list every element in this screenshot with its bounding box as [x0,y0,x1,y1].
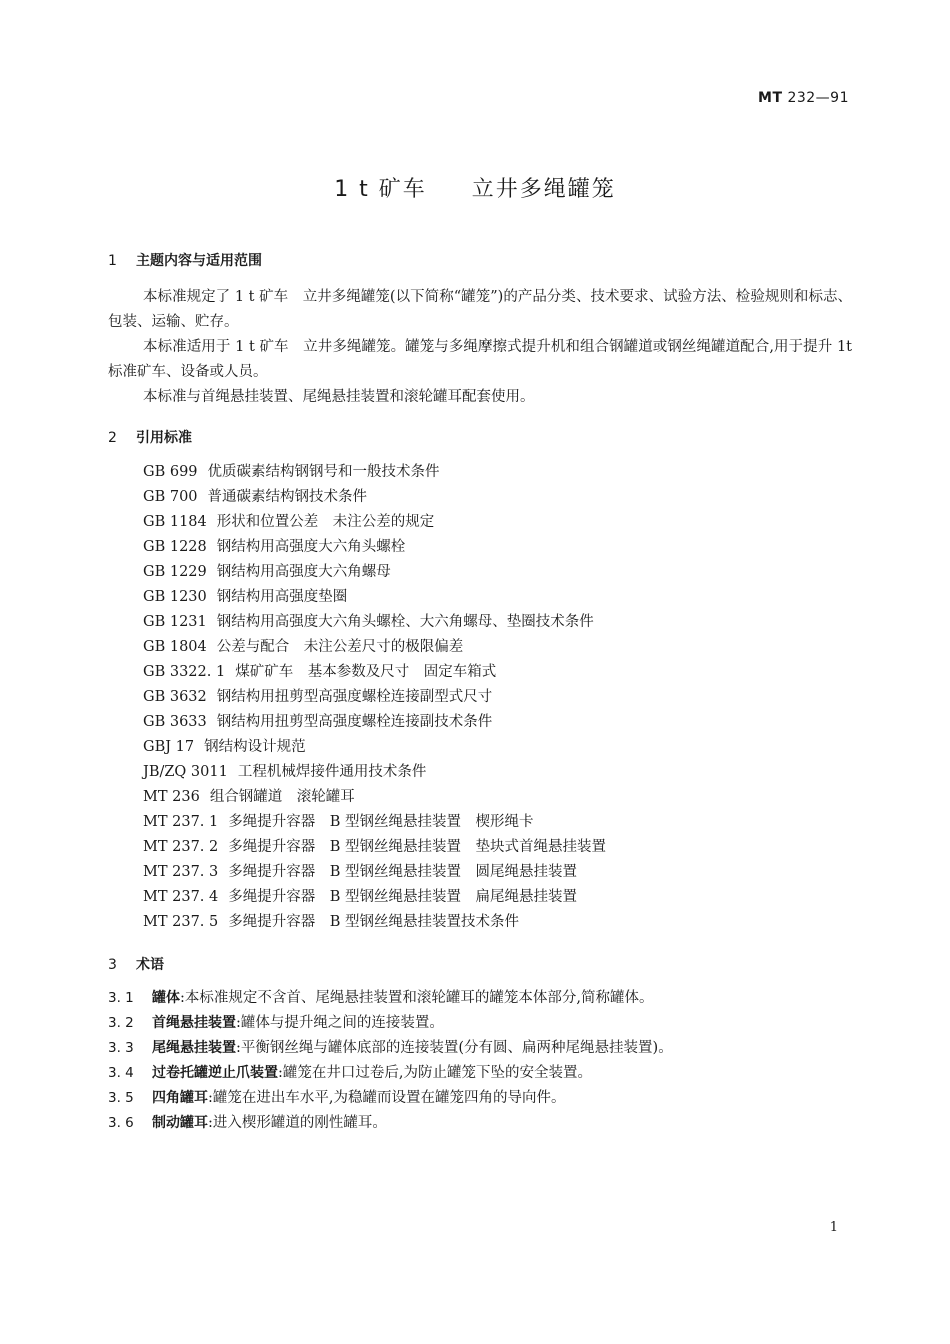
section-2-number: 2 [108,430,117,446]
reference-title: 钢结构用扭剪型高强度螺栓连接副技术条件 [216,714,493,730]
section-1-paragraph-2: 本标准适用于 1 t 矿车 立井多绳罐笼。罐笼与多绳摩擦式提升机和组合钢罐道或钢丝绳罐道配合,用于提升 1t 标准矿车、设备或人员。 [108,339,852,380]
reference-title: 钢结构用高强度垫圈 [216,589,348,605]
reference-code: GB 1228 [143,539,207,555]
term-item [108,1111,673,1136]
reference-title: 钢结构用高强度大六角头螺栓 [216,539,406,555]
reference-item [143,460,606,485]
reference-item [143,785,606,810]
term-item [108,1061,673,1086]
term-name: 尾绳悬挂装置 [152,1040,236,1056]
reference-code: MT 237. 3 [143,864,219,880]
standard-code: MT [758,90,783,106]
term-definition: :本标准规定不含首、尾绳悬挂装置和滚轮罐耳的罐笼本体部分,简称罐体。 [180,990,654,1006]
section-2-heading [108,427,192,447]
reference-code: MT 237. 4 [143,889,219,905]
term-name: 过卷托罐逆止爪装置 [152,1065,278,1081]
reference-item [143,635,606,660]
reference-code: MT 236 [143,789,200,805]
section-1-heading [108,250,262,270]
reference-code: GB 700 [143,489,198,505]
reference-item [143,710,606,735]
reference-code: MT 237. 5 [143,914,219,930]
standard-number-value: 232—91 [787,90,849,106]
reference-item [143,835,606,860]
reference-title: 多绳提升容器 B 型钢丝绳悬挂装置 扁尾绳悬挂装置 [228,889,578,905]
reference-code: GB 3632 [143,689,207,705]
term-definition: :罐笼在进出车水平,为稳罐而设置在罐笼四角的导向件。 [208,1090,566,1106]
reference-code: GB 1230 [143,589,207,605]
reference-title: 钢结构用扭剪型高强度螺栓连接副型式尺寸 [216,689,493,705]
term-number: 3. 5 [108,1090,134,1106]
section-3-number: 3 [108,957,117,973]
reference-code: JB/ZQ 3011 [143,764,228,780]
reference-code: GB 3322. 1 [143,664,226,680]
reference-code: GB 1231 [143,614,207,630]
term-name: 制动罐耳 [152,1115,208,1131]
reference-item [143,910,606,935]
reference-item [143,585,606,610]
reference-item [143,510,606,535]
reference-code: GBJ 17 [143,739,195,755]
reference-item [143,735,606,760]
reference-title: 形状和位置公差 未注公差的规定 [216,514,435,530]
term-definition: :平衡钢丝绳与罐体底部的连接装置(分有圆、扁两种尾绳悬挂装置)。 [236,1040,673,1056]
reference-code: GB 1229 [143,564,207,580]
reference-code: GB 699 [143,464,198,480]
reference-item [143,560,606,585]
reference-item [143,485,606,510]
reference-item [143,535,606,560]
reference-item [143,660,606,685]
title-part-1: 1 t 矿车 [334,177,427,202]
reference-item [143,610,606,635]
term-definition: :罐笼在井口过卷后,为防止罐笼下坠的安全装置。 [278,1065,592,1081]
page-number: 1 [829,1220,838,1235]
section-1-paragraph-1: 本标准规定了 1 t 矿车 立井多绳罐笼(以下简称“罐笼”)的产品分类、技术要求、试验方法、检验规则和标志、包装、运输、贮存。 [108,289,852,330]
reference-title: 多绳提升容器 B 型钢丝绳悬挂装置技术条件 [228,914,520,930]
reference-code: MT 237. 2 [143,839,219,855]
term-number: 3. 2 [108,1015,134,1031]
reference-title: 钢结构用高强度大六角头螺栓、大六角螺母、垫圈技术条件 [216,614,594,630]
reference-title: 多绳提升容器 B 型钢丝绳悬挂装置 楔形绳卡 [228,814,534,830]
reference-title: 普通碳素结构钢技术条件 [207,489,368,505]
reference-code: GB 1184 [143,514,207,530]
reference-list [143,460,606,935]
reference-title: 钢结构用高强度大六角螺母 [216,564,391,580]
reference-item [143,885,606,910]
term-definition: :进入楔形罐道的刚性罐耳。 [208,1115,387,1131]
reference-title: 公差与配合 未注公差尺寸的极限偏差 [216,639,464,655]
section-3-heading [108,954,164,974]
section-1-number: 1 [108,253,117,269]
section-1-paragraph-3: 本标准与首绳悬挂装置、尾绳悬挂装置和滚轮罐耳配套使用。 [143,389,535,405]
term-definition: :罐体与提升绳之间的连接装置。 [236,1015,444,1031]
reference-title: 组合钢罐道 滚轮罐耳 [209,789,355,805]
term-item [108,986,673,1011]
reference-item [143,810,606,835]
title-part-2: 立井多绳罐笼 [471,177,616,202]
reference-title: 多绳提升容器 B 型钢丝绳悬挂装置 垫块式首绳悬挂装置 [228,839,607,855]
term-number: 3. 3 [108,1040,134,1056]
section-1-title: 主题内容与适用范围 [136,253,262,269]
term-number: 3. 4 [108,1065,134,1081]
document-title [0,172,950,203]
term-list [108,986,673,1136]
term-name: 四角罐耳 [152,1090,208,1106]
reference-title: 煤矿矿车 基本参数及尺寸 固定车箱式 [235,664,497,680]
standard-number [758,90,849,106]
term-item [108,1086,673,1111]
reference-title: 多绳提升容器 B 型钢丝绳悬挂装置 圆尾绳悬挂装置 [228,864,578,880]
reference-item [143,760,606,785]
section-2-title: 引用标准 [136,430,192,446]
term-item [108,1011,673,1036]
reference-title: 钢结构设计规范 [204,739,306,755]
reference-code: MT 237. 1 [143,814,219,830]
reference-title: 工程机械焊接件通用技术条件 [237,764,427,780]
reference-title: 优质碳素结构钢钢号和一般技术条件 [207,464,440,480]
section-3-title: 术语 [136,957,164,973]
term-number: 3. 6 [108,1115,134,1131]
term-item [108,1036,673,1061]
term-name: 首绳悬挂装置 [152,1015,236,1031]
reference-item [143,860,606,885]
term-name: 罐体 [152,990,180,1006]
term-number: 3. 1 [108,990,134,1006]
reference-code: GB 1804 [143,639,207,655]
reference-code: GB 3633 [143,714,207,730]
reference-item [143,685,606,710]
